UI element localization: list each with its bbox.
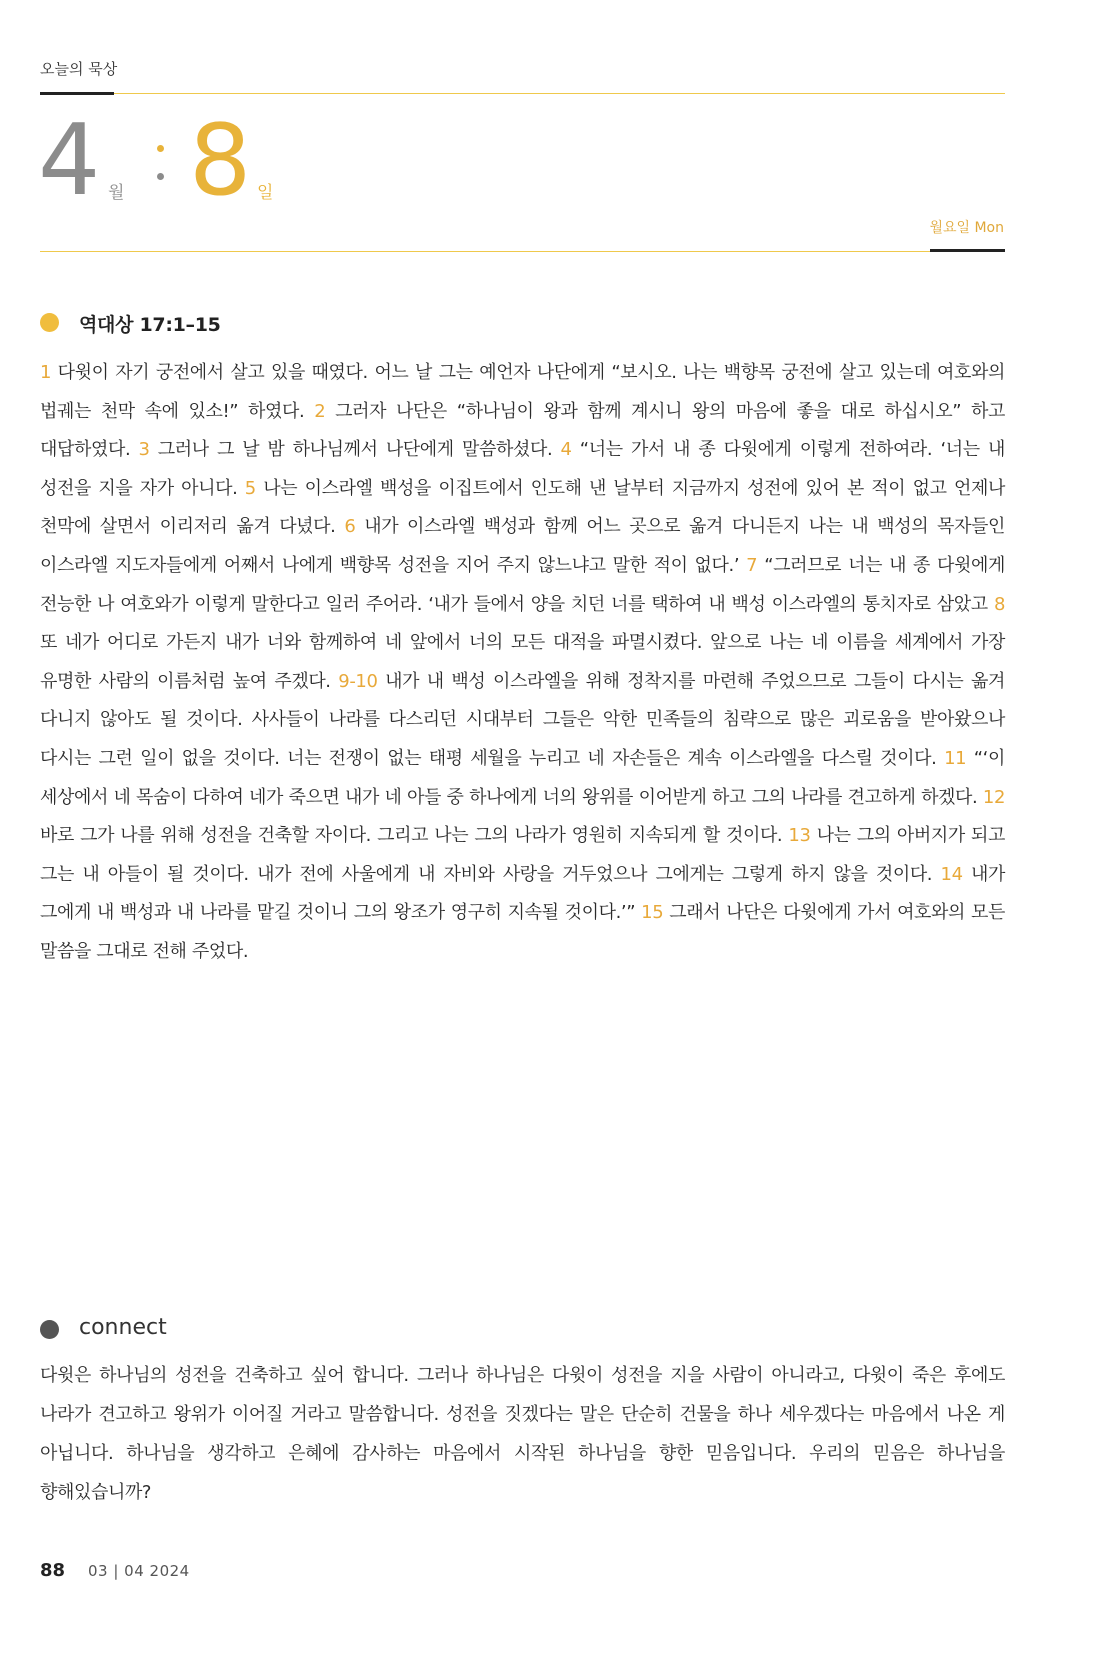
- verse-text: “너는 가서 내 종 다윗에게 이렇게 전하여라. ‘너는 내 성전을 지을 자가 아니다.: [40, 439, 1005, 499]
- colon-dot-top: [157, 145, 164, 152]
- verse-text: “그러므로 너는 내 종 다윗에게 전능한 나 여호와가 이렇게 말한다고 일러 주어라. ‘내가 들에서 양을 치던 너를 택하여 내 백성 이스라엘의 통치자로 삼았고: [40, 554, 1005, 615]
- verse-number: 8: [993, 593, 1005, 615]
- weekday-label: 월요일 Mon: [929, 220, 1004, 236]
- verse-number: 6: [344, 516, 356, 538]
- verse-text: 내가 이스라엘 백성과 함께 어느 곳으로 옮겨 다니든지 나는 내 백성의 목자들인 이스라엘 지도자들에게 어째서 나에게 백향목 성전을 지어 주지 않느냐고 말한 적이 없다.’: [40, 516, 1005, 576]
- issue-date: 03 | 04 2024: [88, 1562, 190, 1580]
- colon-dot-bottom: [157, 173, 164, 180]
- verse-number: 1: [40, 362, 52, 383]
- verse-text: 그래서 나단은 다윗에게 가서 여호와의 모든 말씀을 그대로 전해 주었다.: [40, 902, 1005, 962]
- weekday-underline: [930, 249, 1005, 252]
- verse-text: 나는 이스라엘 백성을 이집트에서 인도해 낸 날부터 지금까지 성전에 있어 본 적이 없고 언제나 천막에 살면서 이리저리 옮겨 다녔다.: [40, 477, 1005, 538]
- verse-text: 그러자 나단은 “하나님이 왕과 함께 계시니 왕의 마음에 좋을 대로 하십시오” 하고 대답하였다.: [40, 400, 1005, 461]
- section-underline: [40, 92, 114, 95]
- verse-text: 바로 그가 나를 위해 성전을 건축할 자이다. 그리고 나는 그의 나라가 영원히 지속되게 할 것이다.: [40, 825, 789, 847]
- verse-text: 나는 그의 아버지가 되고 그는 내 아들이 될 것이다. 내가 전에 사울에게 내 자비와 사랑을 거두었으나 그에게는 그렇게 하지 않을 것이다.: [40, 825, 1005, 885]
- month-number: 4: [38, 104, 101, 218]
- verse-number: 7: [746, 554, 758, 576]
- day-unit: 일: [257, 183, 274, 203]
- verse-text: 그러나 그 날 밤 하나님께서 나단에게 말씀하셨다.: [149, 439, 561, 461]
- verse-text: “‘이 세상에서 네 목숨이 다하여 네가 죽으면 내가 네 아들 중 하나에게 너의 왕위를 이어받게 하고 그의 나라를 견고하게 하겠다.: [40, 747, 1005, 808]
- verse-text: 또 네가 어디로 가든지 내가 너와 함께하여 네 앞에서 너의 모든 대적을 파멸시켰다. 앞으로 나는 네 이름을 세계에서 가장 유명한 사람의 이름처럼 높여 주겠다.: [40, 632, 1005, 692]
- verse-number: 11: [944, 747, 967, 769]
- section-label: 오늘의 묵상: [40, 60, 118, 78]
- header-bottom-rule: [40, 251, 1005, 252]
- verse-number: 13: [788, 825, 811, 847]
- verse-number: 3: [138, 439, 150, 461]
- verse-number: 14: [940, 863, 963, 885]
- connect-body: 다윗은 하나님의 성전을 건축하고 싶어 합니다. 그러나 하나님은 다윗이 성전을 지을 사람이 아니라고, 다윗이 죽은 후에도 나라가 견고하고 왕위가 이어질 거라고 말씀합니다. 성전을 짓겠다는 말은 단순히 건물을 하나 세우겠다는 마음에서 나온 게 아닙니다. 하나님을 생각하고 은혜에 감사하는 마음에서 시작된 하나님을 향한 믿음입니다. 우리의 믿음은 하나님을 향해있습니까?: [40, 1365, 1005, 1503]
- day-number: 8: [189, 104, 252, 218]
- top-rule: [40, 93, 1005, 94]
- month-unit: 월: [108, 183, 125, 203]
- verse-number: 15: [641, 902, 664, 924]
- verse-number: 5: [244, 477, 256, 499]
- verse-text: 다윗이 자기 궁전에서 살고 있을 때였다. 어느 날 그는 예언자 나단에게 “보시오. 나는 백향목 궁전에 살고 있는데 여호와의 법궤는 천막 속에 있소!” 하였다.: [40, 362, 1005, 422]
- scripture-bullet-icon: [40, 313, 59, 332]
- verse-text: 내가 내 백성 이스라엘을 위해 정착지를 마련해 주었으므로 그들이 다시는 옮겨 다니지 않아도 될 것이다. 사사들이 나라를 다스리던 시대부터 그들은 악한 민족들의 침략으로 많은 괴로움을 받아왔으나 다시는 그런 일이 없을 것이다. 너는 전쟁이 없는 태평 세월을 누리고 네 자손들은 계속 이스라엘을 다스릴 것이다.: [40, 670, 1006, 769]
- verse-number: 4: [560, 439, 572, 461]
- verse-number: 2: [314, 400, 326, 422]
- scripture-reference: 역대상 17:1–15: [79, 314, 221, 336]
- page-number: 88: [40, 1560, 66, 1581]
- verse-text: 내가 그에게 내 백성과 내 나라를 맡길 것이니 그의 왕조가 영구히 지속될 것이다.’”: [40, 863, 1005, 924]
- verse-number: 12: [982, 786, 1005, 808]
- connect-heading: connect: [79, 1315, 167, 1340]
- verse-number: 9-10: [338, 670, 378, 692]
- connect-bullet-icon: [40, 1320, 59, 1339]
- scripture-body: [40, 354, 1005, 972]
